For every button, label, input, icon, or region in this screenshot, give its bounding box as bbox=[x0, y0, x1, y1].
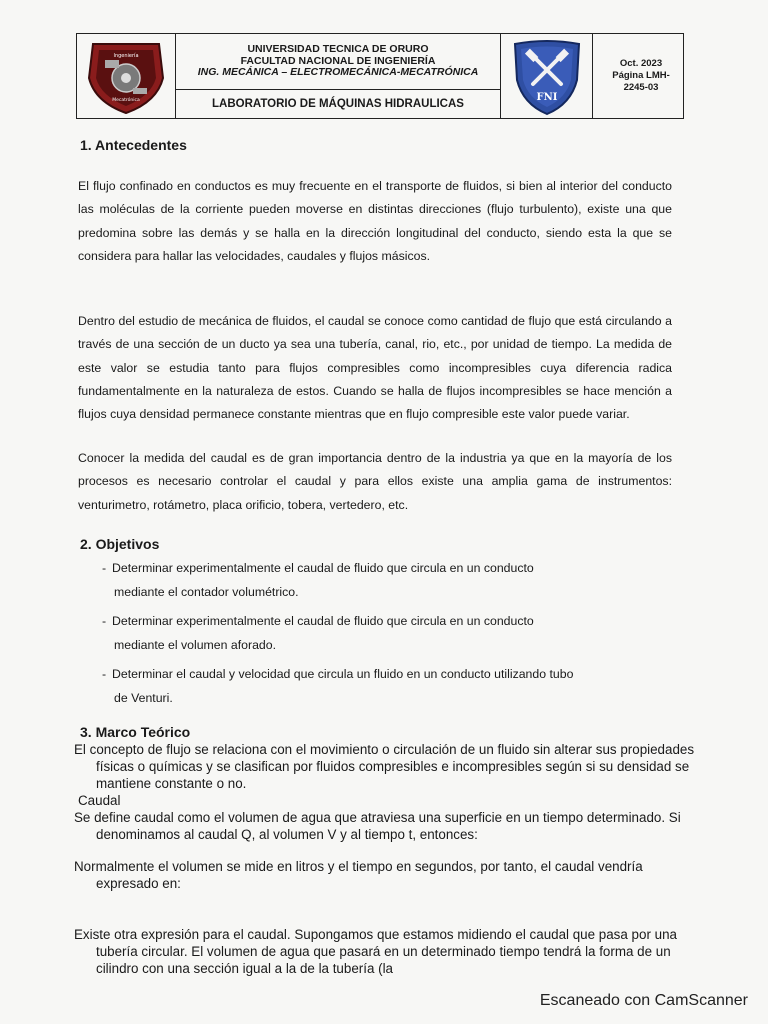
objective-2-line-2: mediante el volumen aforado. bbox=[114, 638, 277, 652]
objective-1-line-2: mediante el contador volumétrico. bbox=[114, 585, 299, 599]
svg-text:FNI: FNI bbox=[536, 92, 558, 103]
objective-1-line-1: Determinar experimentalmente el caudal de fluido que circula en un conducto bbox=[112, 561, 534, 575]
objective-3-line-1: Determinar el caudal y velocidad que circula un fluido en un conducto utilizando tubo bbox=[112, 667, 574, 681]
svg-text:Ingeniería: Ingeniería bbox=[113, 53, 139, 59]
paragraph-marco-4: Existe otra expresión para el caudal. Supongamos que estamos midiendo el caudal que pasa por una tubería circular. El volumen de agua que pasará en un determinado tiempo tendrá la forma de un cilindro con una sección igual a la de la tubería (la bbox=[74, 927, 677, 976]
objective-2-line-1: Determinar experimentalmente el caudal de fluido que circula en un conducto bbox=[112, 614, 534, 628]
paragraph-marco-3: Normalmente el volumen se mide en litros y el tiempo en segundos, por tanto, el caudal vendría expresado en: bbox=[74, 859, 643, 891]
document-header bbox=[76, 33, 684, 119]
career-name: ING. MECÁNICA – ELECTROMECÁNICA-MECATRÓNICA bbox=[197, 66, 479, 78]
camscanner-watermark: Escaneado con CamScanner bbox=[539, 992, 748, 1009]
faculty-logo-cell bbox=[77, 34, 176, 118]
objective-item-1: - Determinar experimentalmente el caudal de fluido que circula en un conducto mediante el contador volumétrico. bbox=[102, 556, 632, 604]
objective-item-2: - Determinar experimentalmente el caudal de fluido que circula en un conducto mediante el volumen aforado. bbox=[102, 609, 632, 657]
paragraph-antecedentes-3: Conocer la medida del caudal es de gran importancia dentro de la industria ya que en la mayoría de los procesos es necesario controlar el caudal y para ellos existe una amplia gama de instrumentos: venturimetro, rotámetro, placa orificio, tobera, vertedero, etc. bbox=[78, 451, 672, 512]
subheading-caudal: Caudal bbox=[78, 793, 121, 808]
lab-name: LABORATORIO DE MÁQUINAS HIDRAULICAS bbox=[212, 98, 464, 110]
section-heading-marco-teorico: 3. Marco Teórico bbox=[80, 724, 191, 740]
header-meta-cell bbox=[593, 34, 683, 118]
paragraph-antecedentes-1: El flujo confinado en conductos es muy frecuente en el transporte de fluidos, si bien al interior del conducto las moléculas de la corriente pueden moverse en distintas direcciones (flujo turbulento), existe una que predomina sobre las demás y se halla en la dirección longitudinal del conducto, siendo esta la que se considera para hallar las velocidades, caudales y flujos másicos. bbox=[78, 179, 672, 263]
doc-page-code: Página LMH- bbox=[612, 70, 670, 81]
paragraph-antecedentes-2: Dentro del estudio de mecánica de fluidos, el caudal se conoce como cantidad de flujo que está circulando a través de una sección de un ducto ya sea una tubería, canal, rio, etc., por unidad de tiempo. La medida de este valor se estudia tanto para flujos compresibles como incompresibles cuya diferencia radica fundamentalmente en la naturaleza de estos. Cuando se halla de flujos incompresibles se hace mención a flujos cuya densidad permanece constante mientras que en flujo compresible este valor puede variar. bbox=[78, 314, 672, 422]
fni-logo-cell bbox=[501, 34, 593, 118]
header-title-cell bbox=[176, 34, 501, 118]
paragraph-marco-2: Se define caudal como el volumen de agua que atraviesa una superficie en un tiempo determinado. Si denominamos al caudal Q, al volumen V y al tiempo t, entonces: bbox=[74, 810, 681, 842]
section-heading-objetivos: 2. Objetivos bbox=[80, 536, 160, 552]
section-heading-antecedentes: 1. Antecedentes bbox=[80, 137, 187, 153]
fni-shield-logo bbox=[511, 38, 583, 116]
university-name: UNIVERSIDAD TECNICA DE ORURO bbox=[247, 43, 429, 55]
objective-3-line-2: de Venturi. bbox=[114, 691, 173, 705]
doc-date: Oct. 2023 bbox=[619, 58, 663, 69]
paragraph-marco-1: El concepto de flujo se relaciona con el movimiento o circulación de un fluido sin alterar sus propiedades físicas o químicas y se clasifican por fluidos compresibles e incompresibles según si su densidad se mantiene constante o no. bbox=[74, 742, 695, 791]
faculty-name: FACULTAD NACIONAL DE INGENIERÍA bbox=[240, 54, 436, 67]
doc-page-code-2: 2245-03 bbox=[623, 82, 659, 93]
objective-item-3: - Determinar el caudal y velocidad que circula un fluido en un conducto utilizando tubo de Venturi. bbox=[102, 662, 632, 710]
engineering-shield-logo bbox=[83, 38, 169, 115]
svg-text:Mecatrónica: Mecatrónica bbox=[112, 98, 140, 103]
